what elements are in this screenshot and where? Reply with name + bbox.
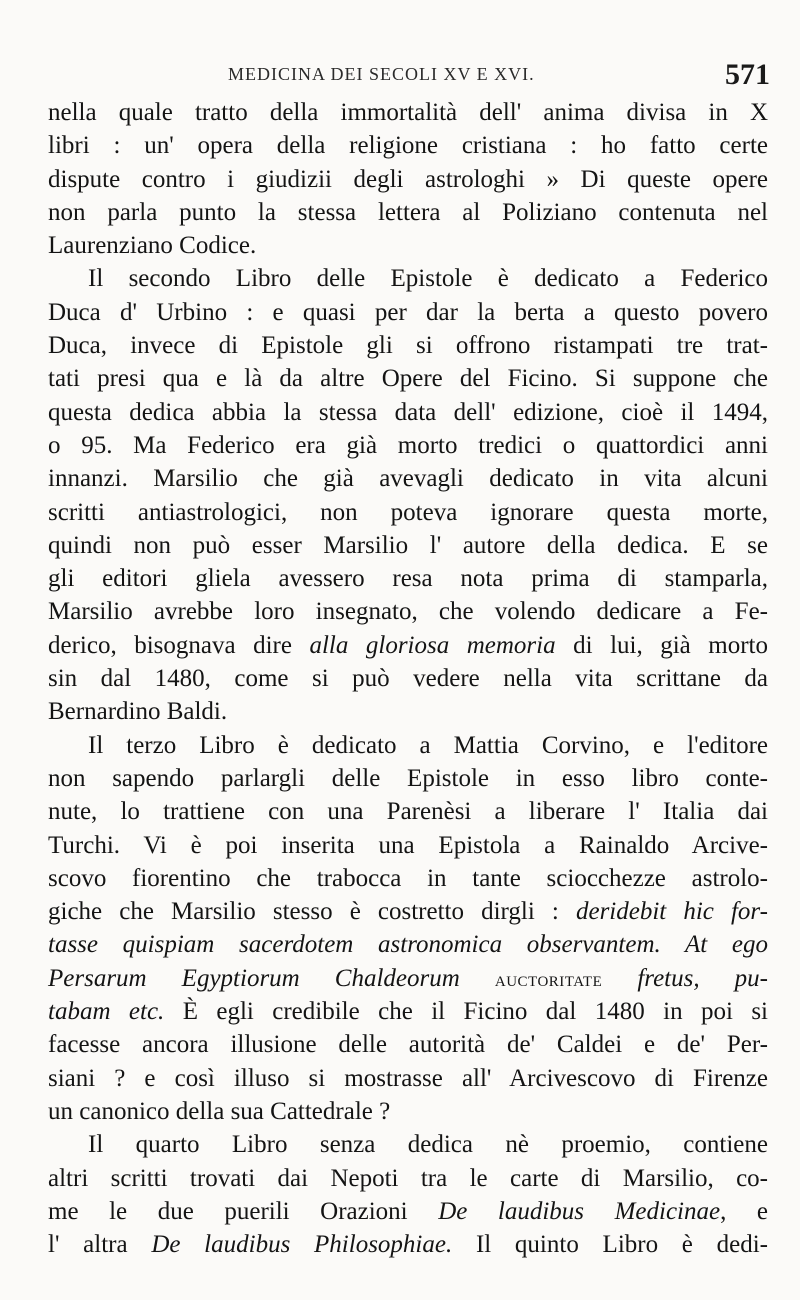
text-segment: un canonico della sua Cattedrale ? [48, 1097, 391, 1125]
text-segment: non sapendo parlargli delle Epistole in esso libro conte- [48, 764, 768, 792]
text-segment: altri scritti trovati dai Nepoti tra le carte di Marsilio, co- [48, 1164, 768, 1192]
text-segment: l' altra [48, 1231, 152, 1259]
text-line [48, 296, 768, 329]
italic-text: tasse quispiam sacerdotem astronomica observantem. At ego [48, 931, 768, 959]
text-line [48, 795, 768, 828]
text-segment: Bernardino Baldi. [48, 698, 228, 726]
text-line [48, 429, 768, 462]
text-segment: me le due puerili Orazioni [48, 1197, 439, 1225]
text-segment: giche che Marsilio stesso è costretto dirgli : [48, 898, 576, 926]
text-line [48, 895, 768, 928]
text-line [48, 729, 768, 762]
text-segment: innanzi. Marsilio che già avevagli dedicato in vita alcuni [48, 465, 768, 493]
text-line [48, 496, 768, 529]
text-segment: derico, bisognava dire [48, 631, 310, 659]
text-line [48, 995, 768, 1028]
text-line [48, 329, 768, 362]
text-line [48, 829, 768, 862]
italic-text: fretus, pu- [602, 964, 768, 992]
text-segment: Duca d' Urbino : e quasi per dar la berta a questo povero [48, 298, 768, 326]
text-line [48, 96, 768, 129]
text-segment: sin dal 1480, come si può vedere nella vita scrittane da [48, 665, 768, 693]
text-segment: nella quale tratto della immortalità dell' anima divisa in X [48, 99, 768, 126]
text-segment: Il secondo Libro delle Epistole è dedicato a Federico [88, 265, 768, 293]
text-line [48, 1062, 768, 1095]
italic-text: De laudibus Medicinae [438, 1197, 721, 1225]
text-segment: tati presi qua e là da altre Opere del Ficino. Si suppone che [48, 365, 768, 393]
italic-text: tabam etc. [48, 998, 165, 1026]
text-line [48, 962, 768, 995]
text-line [48, 462, 768, 495]
page-number: 571 [725, 58, 770, 91]
text-segment: Il terzo Libro è dedicato a Mattia Corvino, e l'editore [88, 731, 768, 759]
text-line [48, 396, 768, 429]
text-segment: nute, lo trattiene con una Parenèsi a liberare l' Italia dai [48, 798, 768, 826]
text-line [48, 595, 768, 628]
text-line [48, 129, 768, 162]
text-line [48, 529, 768, 562]
body-text [48, 96, 768, 1261]
text-segment: o 95. Ma Federico era già morto tredici o quattordici anni [48, 431, 768, 459]
text-line [48, 1128, 768, 1161]
text-line [48, 262, 768, 295]
page-header [60, 58, 770, 94]
italic-text: deridebit hic for- [575, 898, 768, 926]
text-segment: dispute contro i giudizii degli astrologhi » Di queste opere [48, 165, 768, 193]
text-line [48, 662, 768, 695]
text-line [48, 229, 768, 262]
small-caps-text: auctoritate [494, 966, 603, 991]
text-line [48, 562, 768, 595]
text-segment: Il quarto Libro senza dedica nè proemio, contiene [88, 1131, 768, 1159]
text-segment: non parla punto la stessa lettera al Poliziano contenuta nel [48, 198, 768, 226]
text-line [48, 762, 768, 795]
text-line [48, 1228, 768, 1261]
text-segment: , e [720, 1197, 768, 1225]
text-segment: Laurenziano Codice. [48, 232, 257, 260]
running-title: MEDICINA DEI SECOLI XV E XVI. [228, 64, 535, 84]
italic-text: Persarum Egyptiorum Chaldeorum [48, 964, 495, 992]
text-segment: facesse ancora illusione delle autorità de' Caldei e de' Per- [48, 1031, 768, 1059]
text-line [48, 163, 768, 196]
text-line [48, 362, 768, 395]
text-segment: di lui, già morto [555, 631, 768, 659]
text-segment: È egli credibile che il Ficino dal 1480 in poi si [164, 998, 769, 1026]
text-line [48, 1195, 768, 1228]
text-line [48, 695, 768, 728]
italic-text: De laudibus Philosophiae. [151, 1231, 453, 1259]
text-line [48, 862, 768, 895]
text-segment: siani ? e così illuso si mostrasse all' Arcivescovo di Firenze [48, 1064, 768, 1092]
text-segment: gli editori gliela avessero resa nota prima di stamparla, [48, 565, 768, 593]
text-segment: quindi non può esser Marsilio l' autore della dedica. E se [48, 531, 768, 559]
text-line [48, 928, 768, 961]
text-segment: scovo fiorentino che trabocca in tante sciocchezze astrolo- [48, 864, 768, 892]
text-line [48, 1028, 768, 1061]
text-line [48, 629, 768, 662]
text-line [48, 1162, 768, 1195]
text-segment: Marsilio avrebbe loro insegnato, che volendo dedicare a Fe- [48, 598, 768, 626]
text-segment: Il quinto Libro è dedi- [452, 1231, 768, 1259]
text-line [48, 1095, 768, 1128]
text-segment: Duca, invece di Epistole gli si offrono ristampati tre trat- [48, 332, 768, 360]
text-segment: libri : un' opera della religione cristiana : ho fatto certe [48, 132, 768, 160]
text-segment: questa dedica abbia la stessa data dell' edizione, cioè il 1494, [48, 398, 768, 426]
text-segment: scritti antiastrologici, non poteva ignorare questa morte, [48, 498, 768, 526]
italic-text: alla gloriosa memoria [309, 631, 556, 659]
text-line [48, 196, 768, 229]
text-segment: Turchi. Vi è poi inserita una Epistola a Rainaldo Arcive- [48, 831, 768, 859]
